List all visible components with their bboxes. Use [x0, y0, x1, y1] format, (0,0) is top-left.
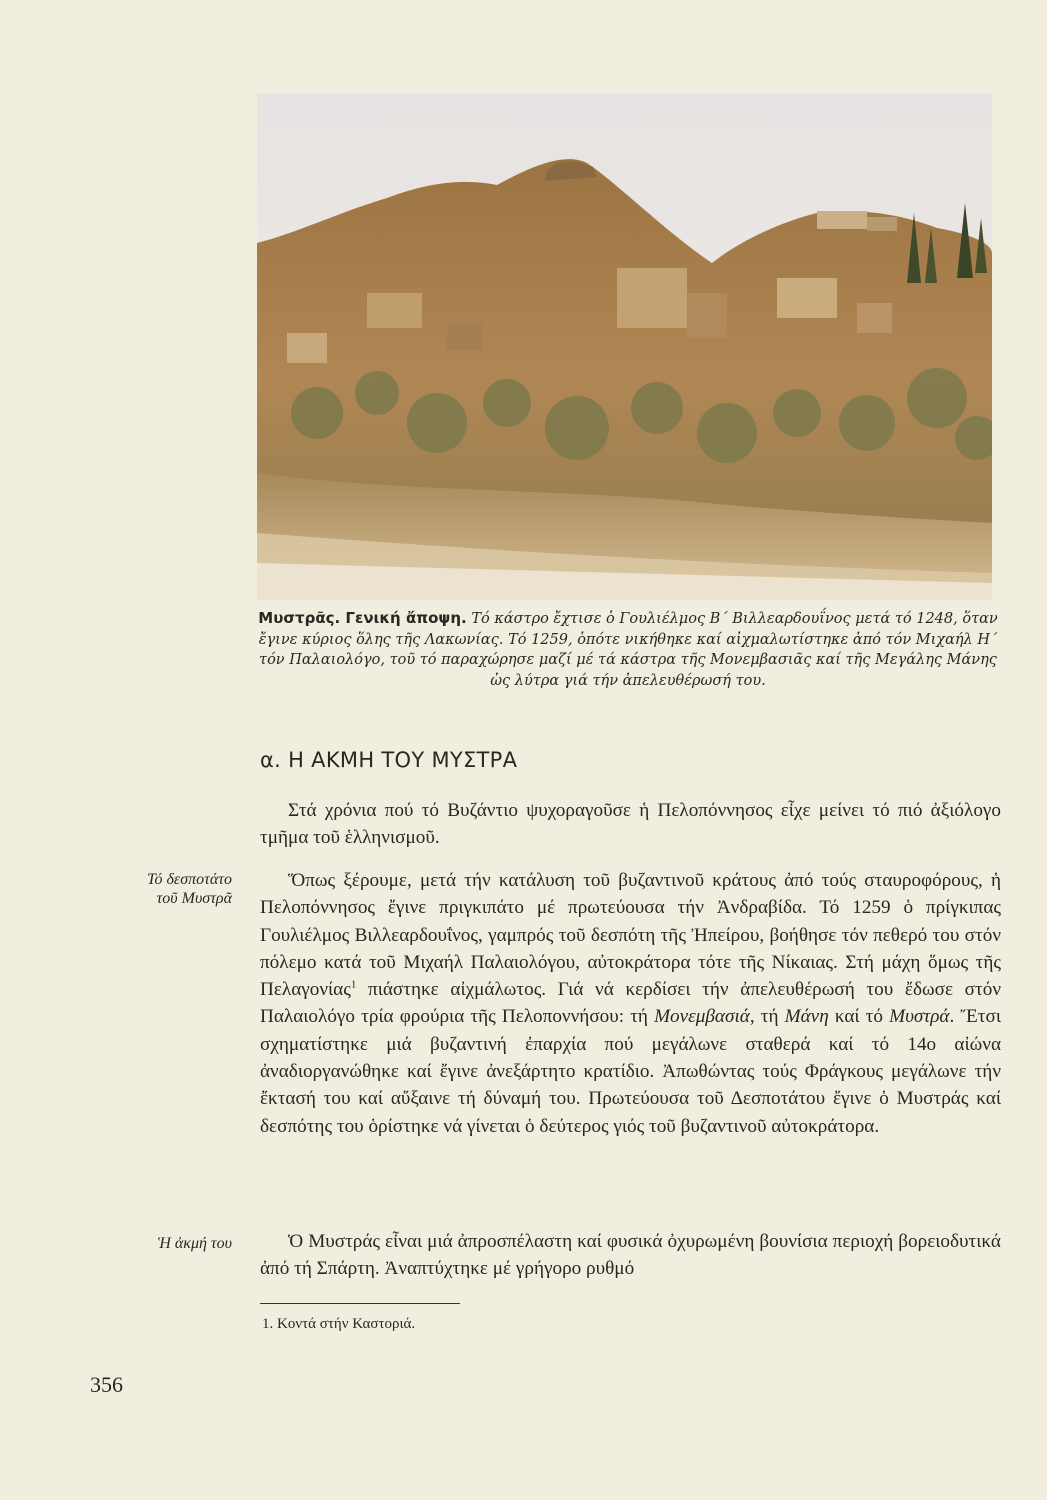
paragraph-2-text-e: . Ἔτσι σχηματίστηκε μιά βυζαντινή ἐπαρχία πού μεγάλωνε σταθερά καί τό 14ο αἰώνα ἀναδιοργανώθηκε καί ἔγινε ἀνεξάρτητο κρατίδιο. Ἀπωθώντας τούς Φράγκους μεγάλωνε τήν ἔκτασή του καί αὔξαινε τή δύναμή του. Πρωτεύουσα τοῦ Δεσποτάτου ἔγινε ὁ Μυστράς καί δεσπότης του ὁρίστηκε νά γίνεται ὁ δεύτερος γιός τοῦ βυζαντινοῦ αὐτοκράτορα.	[260, 1006, 1001, 1137]
footnote-ref: 1	[350, 978, 357, 991]
paragraph-3: Ὁ Μυστράς εἶναι μιά ἀπροσπέλαστη καί φυσικά ὀχυρωμένη βουνίσια περιοχή βορειοδυτικά ἀπό τή Σπάρτη. Ἀναπτύχτηκε μέ γρήγορο ρυθμό	[260, 1231, 1001, 1280]
page-number: 356	[90, 1372, 123, 1397]
paragraph-1: Στά χρόνια πού τό Βυζάντιο ψυχοραγοῦσε ἡ Πελοπόννησος εἶχε μείνει τό πιό ἀξιόλογο τμῆμα τοῦ ἑλληνισμοῦ.	[260, 800, 1001, 849]
paragraph-2	[260, 867, 1001, 1140]
section-title: α. Η ΑΚΜΗ ΤΟΥ ΜΥΣΤΡΑ	[260, 748, 518, 772]
mystras-photo	[257, 93, 992, 600]
caption-text: Τό κάστρο ἔχτισε ὁ Γουλιέλμος Β΄ Βιλλεαρδουΐνος μετά τό 1248, ὅταν ἔγινε κύριος ὅλης τῆς Λακωνίας. Τό 1259, ὁπότε νικήθηκε καί αἰχμαλωτίστηκε ἀπό τόν Μιχαήλ Η΄ τόν Παλαιολόγο, τοῦ τό παραχώρησε μαζί μέ τά κάστρα τῆς Μονεμβασιᾶς καί τῆς Μεγάλης Μάνης ὡς λύτρα γιά τήν ἀπελευθέρωσή του.	[258, 611, 998, 689]
margin-note-despotate-line2: τοῦ Μυστρᾶ	[156, 890, 232, 907]
paragraph-2-text-d: καί τό	[828, 1006, 890, 1028]
place-mystras: Μυστρά	[889, 1006, 950, 1028]
photo-caption	[258, 608, 998, 691]
margin-note-peak: Ἡ ἀκμή του	[157, 1235, 232, 1252]
mystras-landscape-image	[257, 93, 992, 600]
paragraph-2-text-a: Ὅπως ξέρουμε, μετά τήν κατάλυση τοῦ βυζαντινοῦ κράτους ἀπό τούς σταυροφόρους, ἡ Πελοπόννησος ἔγινε πριγκιπάτο μέ πρωτεύουσα τήν Ἀνδραβίδα. Τό 1259 ὁ πρίγκιπας Γουλιέλμος Βιλλεαρδουΐνος, γαμπρός τοῦ δεσπότη τῆς Ἠπείρου, βοήθησε τόν πεθερό του στόν πόλεμο κατά τοῦ Μιχαήλ Παλαιολόγου, αὐτοκράτορα τότε τῆς Νίκαιας. Στή μάχη ὅμως τῆς Πελαγονίας	[260, 870, 1001, 1001]
margin-note-despotate	[72, 870, 232, 908]
place-monemvasia: Μονεμβασιά	[654, 1006, 750, 1028]
margin-note-despotate-line1: Τό δεσποτάτο	[147, 871, 232, 888]
caption-heading: Μυστρᾶς. Γενική ἄποψη.	[258, 609, 467, 627]
paragraph-2-text-c: , τή	[749, 1006, 785, 1028]
footnote-divider	[260, 1303, 460, 1304]
paragraph-2-text-b: πιάστηκε αἰχμάλωτος. Γιά νά κερδίσει τήν ἀπελευθέρωσή του ἔδωσε στόν Παλαιολόγο τρία φρούρια τῆς Πελοποννήσου: τή	[260, 979, 1001, 1028]
place-mani: Μάνη	[784, 1006, 829, 1028]
footnote: 1. Κοντά στήν Καστοριά.	[262, 1316, 416, 1332]
